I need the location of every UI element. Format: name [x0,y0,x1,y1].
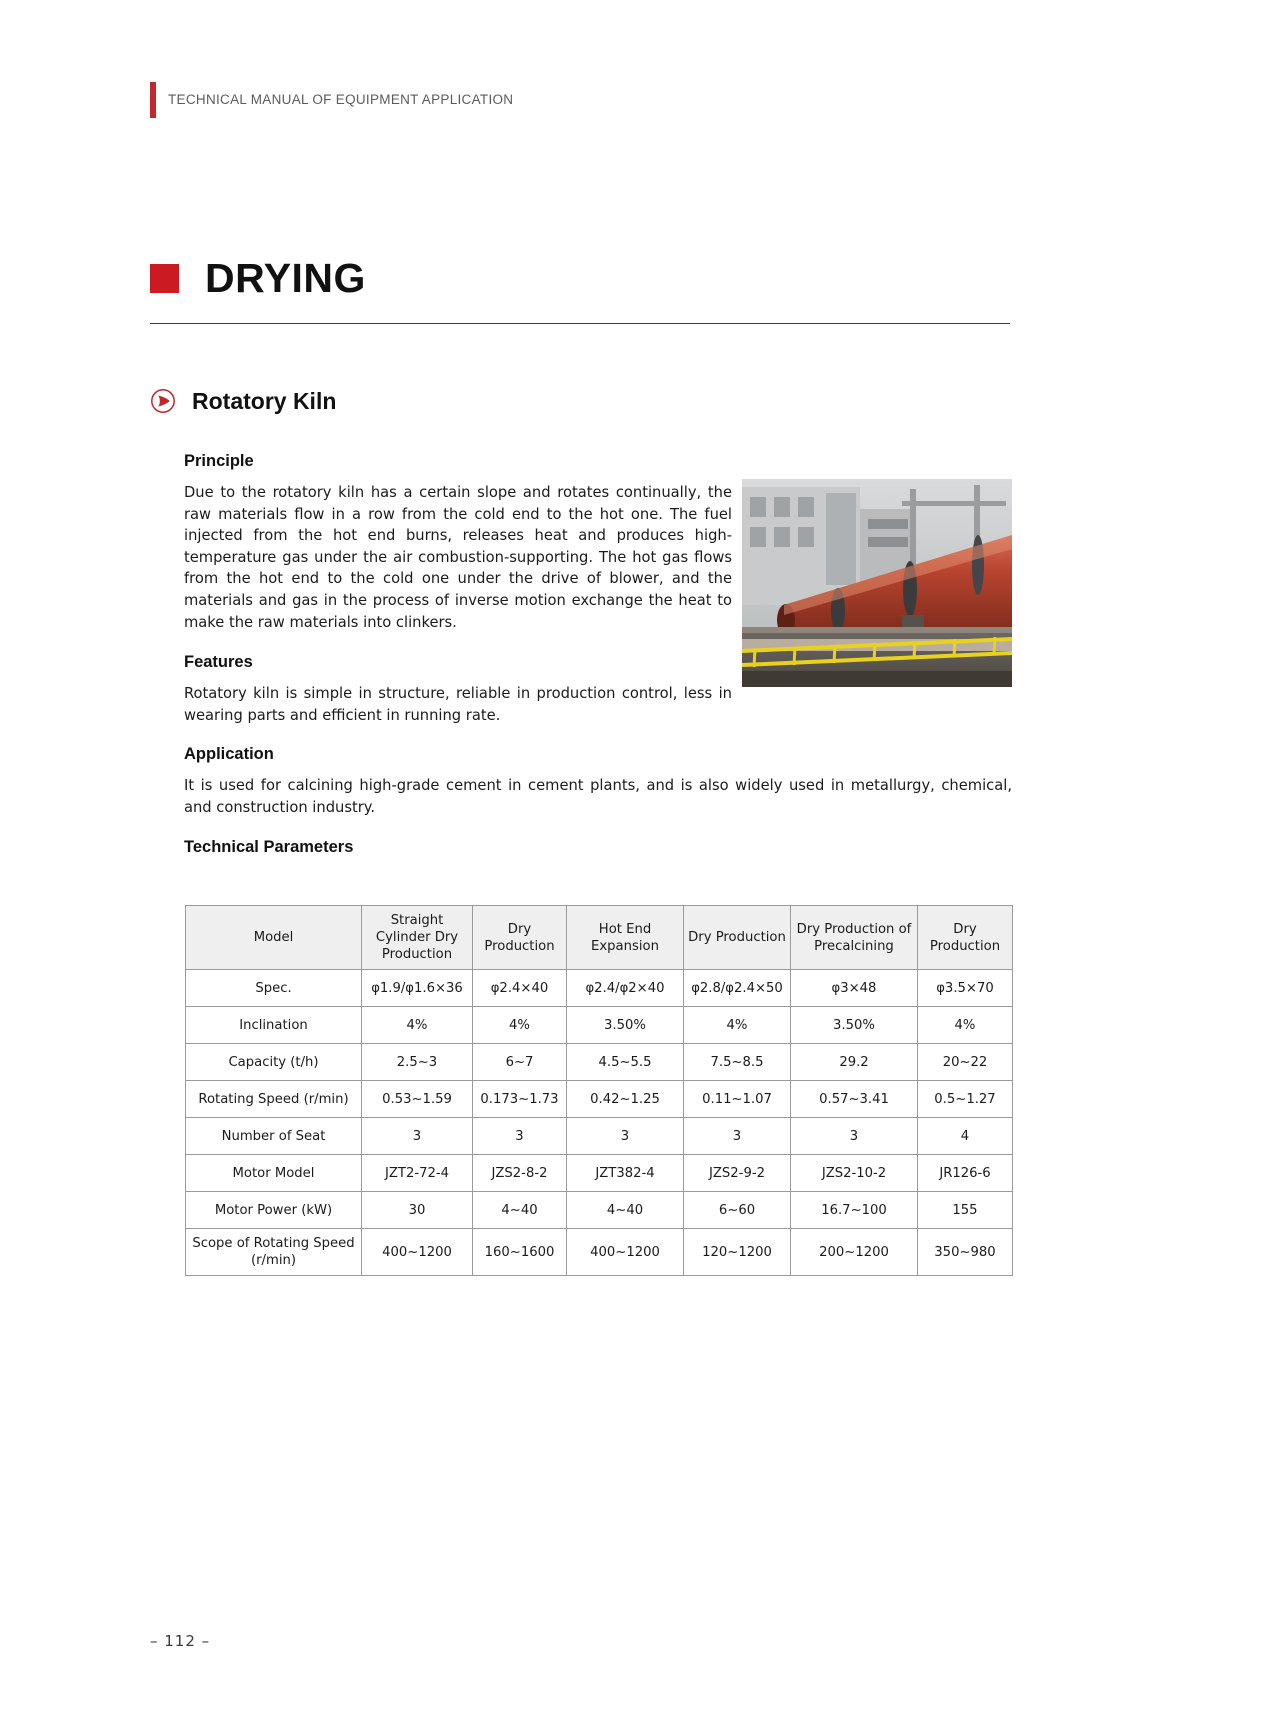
table-cell: φ1.9/φ1.6×36 [362,970,473,1007]
table-column-header: Model [186,906,362,970]
table-cell: 2.5~3 [362,1044,473,1081]
table-cell: φ3.5×70 [918,970,1013,1007]
principle-heading: Principle [184,452,254,470]
table-column-header: Dry Production of Precalcining [791,906,918,970]
table-row [186,1229,1013,1276]
table-cell: 4~40 [473,1192,567,1229]
table-cell: 3 [567,1118,684,1155]
technical-parameters-table-wrap [185,905,1012,1276]
table-cell: 4% [918,1007,1013,1044]
table-cell: 29.2 [791,1044,918,1081]
table-cell: 30 [362,1192,473,1229]
table-cell: 400~1200 [567,1229,684,1276]
table-cell: 4% [362,1007,473,1044]
table-cell: JZS2-9-2 [684,1155,791,1192]
section-title: Rotatory Kiln [192,387,337,414]
table-cell: 3 [684,1118,791,1155]
table-cell: 0.173~1.73 [473,1081,567,1118]
chapter-divider [150,323,1010,324]
table-row [186,970,1013,1007]
table-body [186,970,1013,1276]
table-row-label: Number of Seat [186,1118,362,1155]
table-cell: JZT382-4 [567,1155,684,1192]
table-cell: 4% [684,1007,791,1044]
circle-arrow-right-icon [150,388,176,414]
table-cell: 200~1200 [791,1229,918,1276]
application-heading: Application [184,745,274,764]
table-cell: 6~60 [684,1192,791,1229]
table-column-header: Dry Production [918,906,1013,970]
article-content [184,452,1012,868]
table-cell: JZS2-10-2 [791,1155,918,1192]
chapter-heading-row [150,255,1010,301]
table-cell: 155 [918,1192,1013,1229]
table-row [186,1007,1013,1044]
principle-text: Due to the rotatory kiln has a certain slope and rotates continually, the raw materials flow in a row from the cold end to the hot one. The fuel injected from the hot end burns, releases heat and produces high-temperature gas under the air combustion-supporting. The hot gas flows from the hot end to the cold one under the drive of blower, and the materials and gas in the process of inverse motion exchange the heat to make the raw materials into clinkers. [184,484,732,631]
table-row-label: Scope of Rotating Speed (r/min) [186,1229,362,1276]
table-cell: 3 [362,1118,473,1155]
table-cell: 3 [791,1118,918,1155]
table-cell: 400~1200 [362,1229,473,1276]
table-cell: 4 [918,1118,1013,1155]
chapter-title: DRYING [205,255,366,301]
table-cell: 0.57~3.41 [791,1081,918,1118]
table-row-label: Motor Power (kW) [186,1192,362,1229]
table-cell: 160~1600 [473,1229,567,1276]
table-cell: JZT2-72-4 [362,1155,473,1192]
table-cell: φ2.4/φ2×40 [567,970,684,1007]
table-column-header: Straight Cylinder Dry Production [362,906,473,970]
running-title: TECHNICAL MANUAL OF EQUIPMENT APPLICATION [168,92,514,107]
table-row [186,1155,1013,1192]
table-cell: 0.42~1.25 [567,1081,684,1118]
table-cell: 0.11~1.07 [684,1081,791,1118]
table-row-label: Motor Model [186,1155,362,1192]
table-row [186,1044,1013,1081]
table-cell: 350~980 [918,1229,1013,1276]
table-cell: 3.50% [567,1007,684,1044]
chapter-marker-square-icon [150,264,179,293]
table-cell: JZS2-8-2 [473,1155,567,1192]
features-heading: Features [184,653,253,672]
table-cell: 0.5~1.27 [918,1081,1013,1118]
table-cell: 4% [473,1007,567,1044]
table-cell: 16.7~100 [791,1192,918,1229]
table-row [186,1192,1013,1229]
application-text: It is used for calcining high-grade cement in cement plants, and is also widely used in metallurgy, chemical, and construction industry. [184,777,1012,816]
table-cell: 4~40 [567,1192,684,1229]
table-cell: 3 [473,1118,567,1155]
table-row-label: Spec. [186,970,362,1007]
table-header-row [186,906,1013,970]
section-heading [150,388,336,414]
table-cell: 4.5~5.5 [567,1044,684,1081]
table-cell: φ3×48 [791,970,918,1007]
table-row [186,1081,1013,1118]
table-cell: 120~1200 [684,1229,791,1276]
page-number: – 112 – [150,1632,211,1650]
technical-parameters-table [185,905,1013,1276]
table-column-header: Hot End Expansion [567,906,684,970]
chapter-heading-block [150,255,1010,324]
table-row-label: Capacity (t/h) [186,1044,362,1081]
table-cell: 7.5~8.5 [684,1044,791,1081]
table-cell: φ2.8/φ2.4×50 [684,970,791,1007]
table-cell: φ2.4×40 [473,970,567,1007]
table-cell: JR126-6 [918,1155,1013,1192]
features-text: Rotatory kiln is simple in structure, reliable in production control, less in wearing parts and efficient in running rate. [184,685,732,724]
table-row [186,1118,1013,1155]
page-running-header [150,82,513,118]
table-cell: 0.53~1.59 [362,1081,473,1118]
table-head [186,906,1013,970]
technical-parameters-heading: Technical Parameters [184,837,354,856]
table-column-header: Dry Production [473,906,567,970]
table-cell: 20~22 [918,1044,1013,1081]
table-column-header: Dry Production [684,906,791,970]
table-row-label: Rotating Speed (r/min) [186,1081,362,1118]
table-row-label: Inclination [186,1007,362,1044]
table-cell: 6~7 [473,1044,567,1081]
table-cell: 3.50% [791,1007,918,1044]
